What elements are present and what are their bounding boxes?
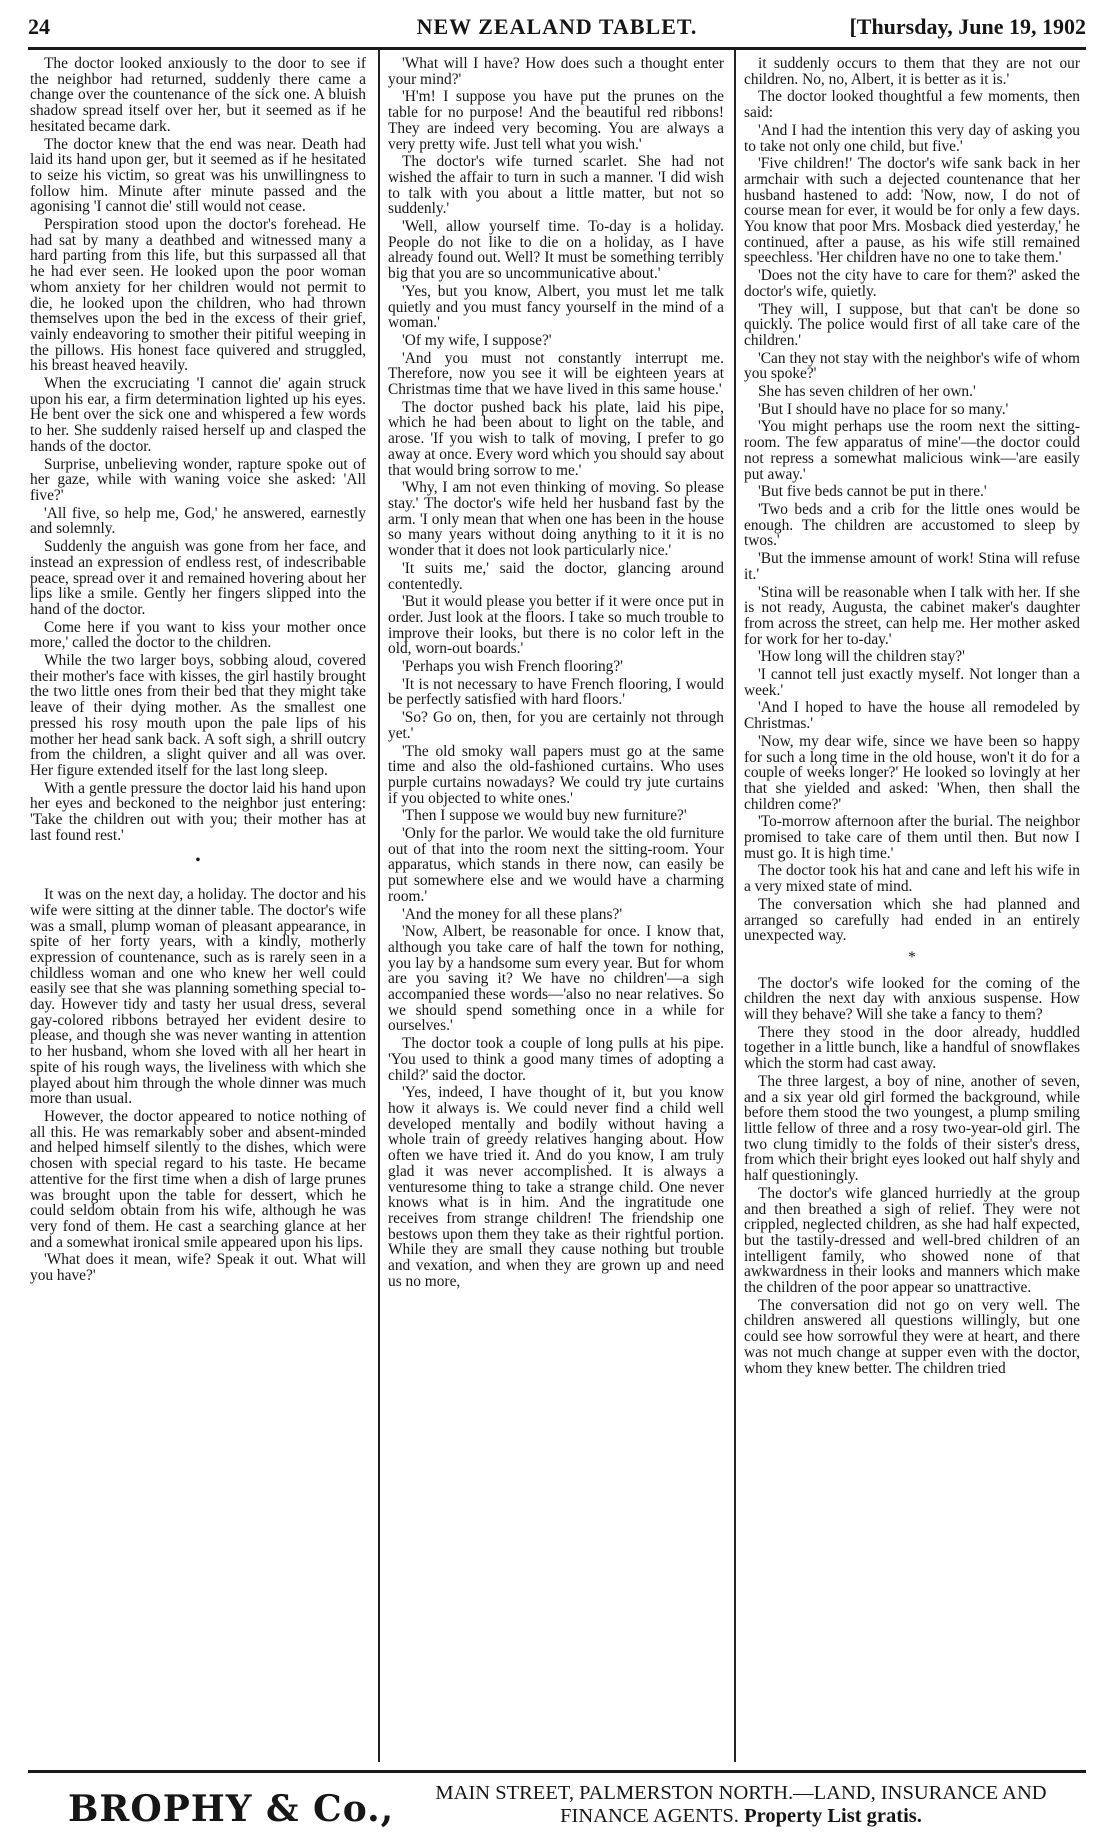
paragraph: Perspiration stood upon the doctor's forehead. He had sat by many a deathbed and witnessed many a hard parting from this life, but this surpassed all that he had ever seen. He looked upon the poor woman whom anxiety for her children would not permit to die, he looked upon the children, who had thrown themselves upon the bed in the excess of their grief, vainly endeavoring to smother their pitiful weeping in the pillows. His honest face quivered and struggled, his breast heaved heavily. [30,216,366,375]
agents-text: FINANCE AGENTS. [560,1805,739,1827]
section-separator: • [195,852,201,870]
paragraph: 'Five children!' The doctor's wife sank back in her armchair with such a dejected countenance that her husband hastened to add: 'Now, now, I do not of course mean for ever, it would be for only a few days. You know that poor Mrs. Mosback died yesterday,' he continued, after a pause, as his wife still remained speechless. 'Her children have no one to take them.' [744,155,1080,267]
paragraph: 'But five beds cannot be put in there.' [758,483,987,501]
paragraph: 'Yes, but you know, Albert, you must let me talk quietly and you must fancy yourself in the mind of a woman.' [388,282,724,332]
paragraph: She has seven children of her own.' [758,383,976,401]
paragraph: The doctor looked anxiously to the door to see if the neighbor had returned, suddenly there came a change over the countenance of the sick one. A bluish shadow spread itself over her, but it seemed as if he hesitated became dark. [30,56,366,135]
paragraph: 'So? Go on, then, for you are certainly not through yet.' [388,709,724,742]
paragraph: 'They will, I suppose, but that can't be done so quickly. The police would first of all take care of the children.' [744,300,1080,349]
paragraph: 'Well, allow yourself time. To-day is a holiday. People do not like to die on a holiday, as I have already found out. Well? It must be something terribly big that you are so uncommunicative about.' [388,218,724,283]
paragraph: The doctor knew that the end was near. Death had laid its hand upon ger, but it seemed as if he hesitated to seize his victim, so great was his unwillingness to follow him. Minute after minute passed and the agonising 'I cannot die' still would not cease. [30,135,366,216]
paragraph: 'And the money for all these plans?' [402,905,623,923]
paragraph: 'It suits me,' said the doctor, glancing around contentedly. [388,559,724,593]
paragraph: 'What does it mean, wife? Speak it out. What will you have?' [30,1251,366,1285]
paragraph: 'Why, I am not even thinking of moving. So please stay.' The doctor's wife held her husband fast by the arm. 'I only mean that when one has been in the house so many years without doing anything to it it is no wonder that it does not look particularly nice.' [388,479,724,560]
paragraph: 'And I had the intention this very day of asking you to take not only one child, but five.' [744,121,1080,155]
paragraph: 'How long will the children stay?' [758,648,965,666]
paragraph: With a gentle pressure the doctor laid his hand upon her eyes and beckoned to the neighbor just entering: 'Take the children out with you; their mother has at last found rest.' [30,779,366,844]
paragraph: 'Only for the parlor. We would take the old furniture out of that into the room next the sitting-room. Your apparatus, which stands in there now, can easily be put somewhere else and we would have a charming room.' [388,825,724,905]
article-column-3 [744,56,1080,1764]
paragraph: The doctor's wife turned scarlet. She had not wished the affair to turn in such a manner. 'I did wish to talk with you about a little matter, but not so suddenly.' [388,153,724,218]
paragraph: It was on the next day, a holiday. The doctor and his wife were sitting at the dinner table. The doctor's wife was a small, plump woman of pleasant appearance, in spite of her forty years, with a kindly, motherly expression of countenance, such as is rarely seen in a childless woman and one who knew her well could easily see that she was planning something special to-day. However tidy and tasty her usual dress, several gay-colored ribbons betrayed her evident desire to please, and though she was never wanting in attention to her husband, whom she loved with all her heart in spite of his rough ways, the liveliness with which she played about him through the whole dinner was much more than usual. [30,886,366,1108]
paragraph: 'Now, my dear wife, since we have been so happy for such a long time in the old house, won't it do for a couple of weeks longer?' He looked so lovingly at her that she yielded and asked: 'When, then shall the children come?' [744,732,1080,813]
article-column-1 [30,56,366,1764]
paragraph: 'What will I have? How does such a thought enter your mind?' [388,56,724,88]
issue-date: [Thursday, June 19, 1902 [849,14,1086,39]
brand-name: BROPHY & Co., [68,1788,395,1830]
advertisement-text [396,1782,1086,1828]
paragraph: it suddenly occurs to them that they are not our children. No, no, Albert, it is better as it is.' [744,56,1080,88]
paragraph: The doctor pushed back his plate, laid his pipe, which he had been about to light on the table, and arose. 'If you wish to talk of moving, I prefer to go away at once. Every word which you should say about that would bring sorrow to me.' [388,398,724,479]
paragraph: 'Of my wife, I suppose?' [402,331,552,349]
advertisement-footer [28,1776,1086,1836]
paragraph: The doctor's wife glanced hurriedly at the group and then breathed a sigh of relief. They were not crippled, neglected children, as she had half expected, but the tastily-dressed and well-bred children of an intelligent family, who showed none of that awkwardness in their looks and manners which make the children of the poor appear so unattractive. [744,1184,1080,1297]
paragraph: 'H'm! I suppose you have put the prunes on the table for no purpose! And the beautiful red ribbons! They are indeed very becoming. You are always a very pretty wife. Just tell what you wish.' [388,88,724,153]
paragraph: However, the doctor appeared to notice nothing of all this. He was remarkably sober and absent-minded and helped himself silently to the dishes, which were chosen with special regard to his taste. He became attentive for the first time when a dish of large prunes was brought upon the table for dessert, which he could seldom obtain from his wife, although he was very fond of them. He cast a searching glance at her and a somewhat ironical smile appeared upon his lips. [30,1108,366,1251]
footer-rule [28,1770,1086,1773]
page-number: 24 [28,14,50,39]
section-separator: * [908,948,916,966]
address-line-1: MAIN STREET, PALMERSTON NORTH.—LAND, INSURANCE AND [435,1782,1047,1804]
paragraph: 'To-morrow afternoon after the burial. The neighbor promised to take care of them until then. But now I must go. It is high time.' [744,813,1080,862]
column-divider-2 [734,50,736,1762]
paragraph: 'Stina will be reasonable when I talk with her. If she is not ready, Augusta, the cabinet maker's daughter from across the street, can help me. Her mother asked for work for her to-day.' [744,583,1080,648]
paragraph: Suddenly the anguish was gone from her face, and instead an expression of endless rest, of indescribable peace, spread over it and remained hovering about her lips like a smile. Gently her fingers slipped into the hand of the doctor. [30,538,366,618]
paragraph: 'Yes, indeed, I have thought of it, but you know how it always is. We could never find a child well developed mentally and bodily without having a whole train of greedy relatives hanging about. How often we have tried it. And do you know, I am truly glad it was never accomplished. It is always a venturesome thing to take a strange child. One never knows what is in him. And the ingratitude one receives from strange children! The friendship one bestows upon them they take as their rightful portion. While they are small they cause nothing but trouble and vexation, and when they are grown up and need us no more, [388,1084,724,1290]
paragraph: There they stood in the door already, huddled together in a little bunch, like a handful of snowflakes which the storm had cast away. [744,1023,1080,1073]
article-column-2 [388,56,724,1764]
paragraph: Come here if you want to kiss your mother once more,' called the doctor to the children. [30,618,366,652]
masthead-title: NEW ZEALAND TABLET. [416,14,698,39]
header-rule [28,47,1086,50]
column-divider-1 [378,50,380,1762]
paragraph: 'Can they not stay with the neighbor's wife of whom you spoke?' [744,349,1080,383]
paragraph: 'Perhaps you wish French flooring?' [402,658,623,676]
paragraph: 'And I hoped to have the house all remodeled by Christmas.' [744,699,1080,733]
paragraph: 'The old smoky wall papers must go at the same time and also the old-fashioned curtains. Who uses purple curtains nowadays? We could try jute curtains if you objected to white ones.' [388,742,724,807]
paragraph: 'But it would please you better if it were once put in order. Just look at the floors. I take so much trouble to improve their looks, but there is no color left in the old, worn-out boards.' [388,593,724,658]
page-header [28,14,1086,44]
paragraph: 'You might perhaps use the room next the sitting-room. The few apparatus of mine'—the doctor could not repress a somewhat malicious wink—'are easily put away.' [744,418,1080,483]
paragraph: 'Two beds and a crib for the little ones would be enough. The children are accustomed to sleep by twos.' [744,500,1080,550]
paragraph: 'But the immense amount of work! Stina will refuse it.' [744,550,1080,583]
paragraph: 'Does not the city have to care for them?' asked the doctor's wife, quietly. [744,267,1080,300]
address-line-2 [396,1805,1086,1828]
paragraph: 'Then I suppose we would buy new furniture?' [402,807,687,825]
paragraph: The conversation did not go on very well. The children answered all questions willingly, but one could see how sorrowful they were at heart, and there was not much change at supper even with the doctor, whom they knew better. The children tried [744,1296,1080,1377]
paragraph: While the two larger boys, sobbing aloud, covered their mother's face with kisses, the girl hastily brought the two little ones from their bed that they might take leave of their dying mother. As the smallest one pressed his rosy mouth upon the pale lips of his mother her head sank back. A soft sigh, a shrill outcry from the children, a slight quiver and all was over. Her figure extended itself for the last long sleep. [30,652,366,779]
paragraph: When the excruciating 'I cannot die' again struck upon his ear, a firm determination lighted up his eyes. He bent over the sick one and whispered a few words to her. She suddenly raised herself up and clasped the hands of the doctor. [30,375,366,455]
paragraph: 'It is not necessary to have French flooring, I would be perfectly satisfied with hard floors.' [388,675,724,709]
paragraph: 'And you must not constantly interrupt me. Therefore, now you see it will be eighteen years at Christmas time that we have lived in this same house.' [388,349,724,399]
paragraph: 'Now, Albert, be reasonable for once. I know that, although you take care of half the town for nothing, you lay by a handsome sum every year. But for whom are you saving it? We have no children'—a sigh accompanied these words—'also no near relatives. So we should spend something once in a while for ourselves.' [388,923,724,1035]
paragraph: 'I cannot tell just exactly myself. Not longer than a week.' [744,666,1080,699]
paragraph: The three largest, a boy of nine, another of seven, and a six year old girl formed the background, while before them stood the two youngest, a plump smiling little fellow of three and a rosy two-year-old girl. The two clung timidly to the folds of their sister's dress, from which their bright eyes looked out half shyly and half questioningly. [744,1072,1080,1185]
paragraph: 'All five, so help me, God,' he answered, earnestly and solemnly. [30,504,366,538]
paragraph: Surprise, unbelieving wonder, rapture spoke out of her gaze, while with waning voice she asked: 'All five?' [30,455,366,504]
paragraph: The doctor's wife looked for the coming of the children the next day with anxious suspense. How will they behave? Will she take a fancy to them? [744,974,1080,1024]
paragraph: The conversation which she had planned and arranged so carefully had ended in an entirely unexpected way. [744,895,1080,945]
paragraph: 'But I should have no place for so many.' [758,400,1009,418]
property-list-text: Property List gratis. [744,1805,922,1827]
paragraph: The doctor took his hat and cane and left his wife in a very mixed state of mind. [744,862,1080,896]
paragraph: The doctor looked thoughtful a few moments, then said: [744,88,1080,122]
paragraph: The doctor took a couple of long pulls at his pipe. 'You used to think a good many times of adopting a child?' said the doctor. [388,1035,724,1084]
